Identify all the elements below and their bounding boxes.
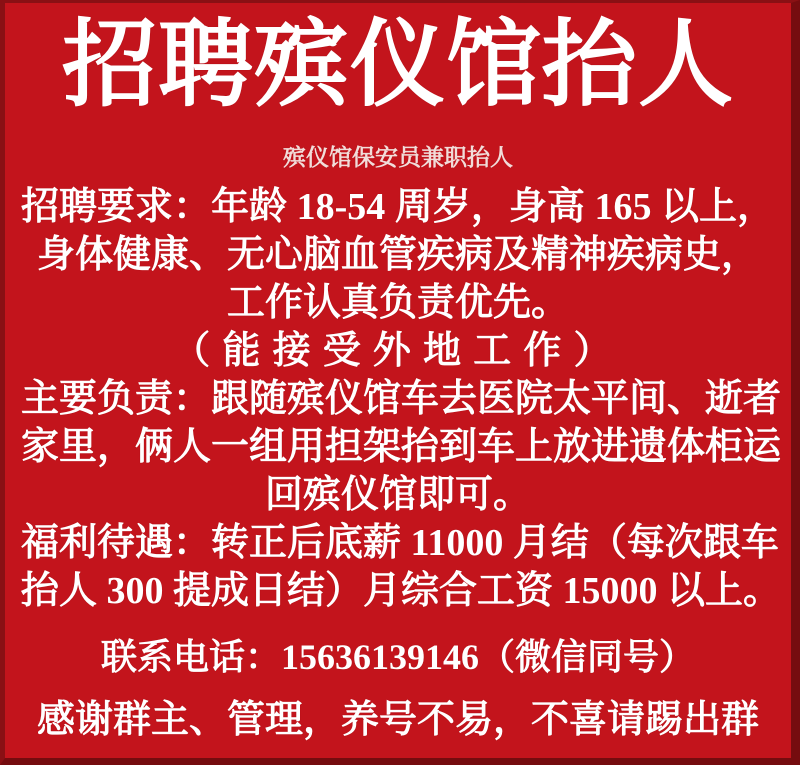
duties-line-1: 主要负责：跟随殡仪馆车去医院太平间、逝者 (21, 378, 782, 420)
phone-number: 15636139146 (281, 637, 479, 677)
contact-label: 联系电话： (100, 637, 281, 677)
contact-line (5, 635, 791, 679)
duties-line-3: 回殡仪馆即可。 (264, 474, 531, 516)
poster-body (5, 183, 791, 615)
duties-line-2: 家里，俩人一组用担架抬到车上放进遗体柜运 (21, 426, 782, 468)
requirements-line-1: 招聘要求：年龄 18-54 周岁，身高 165 以上， (21, 186, 775, 228)
requirements-line-4: （能接受外地工作） (172, 330, 624, 372)
requirements-line-2: 身体健康、无心脑血管疾病及精神疾病史， (36, 234, 759, 276)
poster-title: 招聘殡仪馆抬人 (61, 10, 734, 120)
contact-suffix: （微信同号） (479, 637, 696, 677)
requirements-line-3: 工作认真负责优先。 (226, 282, 569, 324)
benefits-line-2: 抬人 300 提成日结）月综合工资 15000 以上。 (21, 570, 782, 612)
poster-subtitle: 殡仪馆保安员兼职抬人 (283, 145, 513, 171)
footer-note: 感谢群主、管理，养号不易，不喜请踢出群 (36, 699, 759, 741)
benefits-line-1: 福利待遇：转正后底薪 11000 月结（每次跟车 (21, 522, 779, 564)
